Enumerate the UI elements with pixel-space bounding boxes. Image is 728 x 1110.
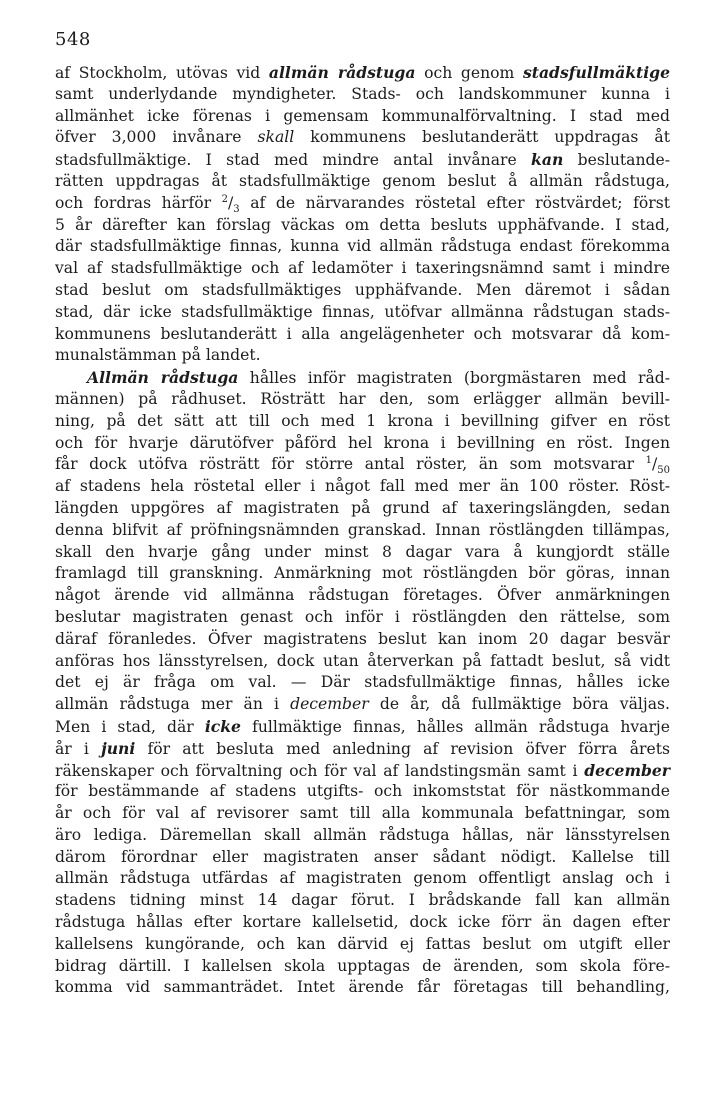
text-line xyxy=(55,585,670,607)
text-segment: längden uppgöres af magistraten på grund af taxeringslängden, sedan xyxy=(55,498,670,517)
text-segment: kallelsens kungörande, och kan därvid ej fattas beslut om utgift eller xyxy=(55,934,670,953)
text-line xyxy=(55,651,670,673)
text-line xyxy=(55,956,670,978)
text-segment: framlagd till granskning. Anmärkning mot röstlängden bör göras, innan xyxy=(55,564,670,583)
text-segment: hålles inför magistraten (borgmästaren med råd- xyxy=(238,369,670,388)
text-segment: af de närvarandes röstetal efter röstvärdet; först xyxy=(239,193,671,212)
text-segment: för att besluta med anledning af revision öfver förra årets xyxy=(135,739,670,758)
text-line xyxy=(55,868,670,890)
text-line xyxy=(55,193,670,215)
text-segment: däraf föranledes. Öfver magistratens beslut kan inom 20 dagar besvär xyxy=(55,629,670,648)
text-segment: ning, på det sätt att till och med 1 krona i bevillning gifver en röst xyxy=(55,411,670,430)
text-segment: skall den hvarje gång under minst 8 dagar vara å kungjordt ställe xyxy=(55,542,670,561)
text-segment: öfver 3,000 invånare xyxy=(55,128,258,147)
text-segment: fullmäktige finnas, hålles allmän rådstuga hvarje xyxy=(240,717,670,736)
text-line xyxy=(55,236,670,258)
text-line xyxy=(55,890,670,912)
text-line xyxy=(55,629,670,651)
text-segment: stadsfullmäktige. I stad med mindre antal invånare xyxy=(55,151,532,170)
text-segment: / xyxy=(228,193,234,212)
text-segment: anföras hos länsstyrelsen, dock utan återverkan på fattadt beslut, så vidt xyxy=(55,651,670,670)
text-segment: år och för val af revisorer samt till alla kommunala befattningar, som xyxy=(55,804,670,823)
body-text xyxy=(55,62,670,999)
text-line xyxy=(55,302,670,324)
text-line xyxy=(55,106,670,128)
text-line xyxy=(55,977,670,999)
text-line xyxy=(55,454,670,476)
text-segment: kan xyxy=(531,150,564,170)
text-line xyxy=(55,847,670,869)
text-segment: af stadens hela röstetal eller i något fall med mer än 100 röster. Röst- xyxy=(55,477,670,496)
text-segment: / xyxy=(652,455,658,474)
text-segment: 50 xyxy=(657,465,670,477)
text-segment: beslutar magistraten genast och inför i röstlängden den rättelse, som xyxy=(55,607,670,626)
text-segment: kommunens beslutanderätt uppdragas åt xyxy=(294,128,670,147)
text-segment: beslutande- xyxy=(563,151,670,170)
text-line xyxy=(55,215,670,237)
text-segment: 2 xyxy=(221,193,229,205)
text-line xyxy=(55,912,670,934)
text-segment: något ärende vid allmänna rådstugan företages. Öfver anmärkningen xyxy=(55,586,670,605)
text-segment: december xyxy=(290,695,369,714)
text-line xyxy=(55,127,670,149)
text-segment: Men i stad, där xyxy=(55,717,205,736)
text-segment: allmänhet icke förenas i gemensam kommunalförvaltning. I stad med xyxy=(55,106,670,125)
text-segment: komma vid sammanträdet. Intet ärende får företagas till behandling, xyxy=(55,978,670,997)
text-line xyxy=(55,498,670,520)
text-line xyxy=(55,258,670,280)
text-line xyxy=(55,563,670,585)
text-line xyxy=(55,607,670,629)
text-segment: 3 xyxy=(233,203,240,215)
text-segment: val af stadsfullmäktige och af ledamöter i taxeringsnämnd samt i mindre xyxy=(55,259,670,278)
text-segment: stad, där icke stadsfullmäktige finnas, utöfvar allmänna rådstugan stads- xyxy=(55,302,670,321)
text-line xyxy=(55,825,670,847)
text-line xyxy=(55,411,670,433)
text-line xyxy=(55,694,670,716)
text-line xyxy=(55,520,670,542)
text-segment: äro lediga. Däremellan skall allmän rådstuga hållas, när länsstyrelsen xyxy=(55,825,670,844)
text-segment: allmän rådstuga mer än i xyxy=(55,695,291,714)
text-line xyxy=(55,367,670,389)
text-line xyxy=(55,934,670,956)
text-segment: de år, då fullmäktige böra väljas. xyxy=(368,695,670,714)
text-segment: det ej är fråga om val. — Där stadsfullmäktige finnas, hålles icke xyxy=(55,673,670,692)
text-segment: stadsfullmäktige xyxy=(522,63,670,82)
text-line xyxy=(55,389,670,411)
text-line xyxy=(55,716,670,738)
text-segment: allmän rådstuga utfärdas af magistraten genom offentligt anslag och i xyxy=(55,869,670,888)
text-line xyxy=(55,781,670,803)
text-segment: räkenskaper och förvaltning och för val af landstingsmän samt i xyxy=(55,761,585,780)
text-segment: för bestämmande af stadens utgifts- och inkomststat för nästkommande xyxy=(55,782,670,801)
text-segment: år i xyxy=(55,739,102,758)
text-segment: stad beslut om stadsfullmäktiges upphäfvande. Men däremot i sådan xyxy=(55,280,670,299)
text-segment: rådstuga hållas efter kortare kallelsetid, dock icke förr än dagen efter xyxy=(55,913,670,932)
text-segment: samt underlydande myndigheter. Stads- och landskommuner kunna i xyxy=(55,84,670,103)
text-line xyxy=(55,62,670,84)
text-segment: männen) på rådhuset. Rösträtt har den, som erlägger allmän bevill- xyxy=(55,389,670,408)
page-number: 548 xyxy=(55,29,91,50)
text-line xyxy=(55,803,670,825)
text-segment: munalstämman på landet. xyxy=(55,346,261,365)
text-line xyxy=(55,345,670,367)
text-segment: bidrag därtill. I kallelsen skola upptagas de ärenden, som skola före- xyxy=(55,956,670,975)
text-line xyxy=(55,171,670,193)
text-segment: Allmän rådstuga xyxy=(87,368,239,388)
text-segment: där stadsfullmäktige finnas, kunna vid allmän rådstuga endast förekomma xyxy=(55,237,670,256)
text-line xyxy=(55,149,670,171)
text-segment: juni xyxy=(101,738,136,758)
text-line xyxy=(55,476,670,498)
text-segment: 5 år därefter kan förslag väckas om detta besluts upphäfvande. I stad, xyxy=(55,215,670,234)
text-segment: allmän rådstuga xyxy=(268,63,416,82)
text-segment: 1 xyxy=(645,455,652,467)
text-segment: december xyxy=(584,760,670,780)
text-line xyxy=(55,84,670,106)
text-segment: kommunens beslutanderätt i alla angelägenheter och motsvarar då kom- xyxy=(55,324,670,343)
text-segment: stadens tidning minst 14 dagar förut. I brådskande fall kan allmän xyxy=(55,891,670,910)
text-line xyxy=(55,738,670,760)
text-line xyxy=(55,280,670,302)
text-segment: får dock utöfva rösträtt för större antal röster, än som motsvarar xyxy=(55,455,646,474)
text-line xyxy=(55,672,670,694)
text-line xyxy=(55,433,670,455)
text-line xyxy=(55,542,670,564)
text-segment: af Stockholm, utövas vid xyxy=(55,64,269,82)
text-segment: rätten uppdragas åt stadsfullmäktige genom beslut å allmän rådstuga, xyxy=(55,171,670,190)
text-segment: och genom xyxy=(415,64,523,82)
text-segment: och fordras härför xyxy=(55,193,222,212)
text-line xyxy=(55,760,670,782)
text-segment: därom förordnar eller magistraten anser sådant nödigt. Kallelse till xyxy=(55,847,670,866)
text-segment: denna blifvit af pröfningsnämnden granskad. Innan röstlängden tillämpas, xyxy=(55,520,670,539)
text-segment: skall xyxy=(257,128,295,147)
text-segment: och för hvarje därutöfver påförd hel krona i bevillning en röst. Ingen xyxy=(55,433,670,452)
text-line xyxy=(55,324,670,346)
text-segment: icke xyxy=(204,716,241,736)
